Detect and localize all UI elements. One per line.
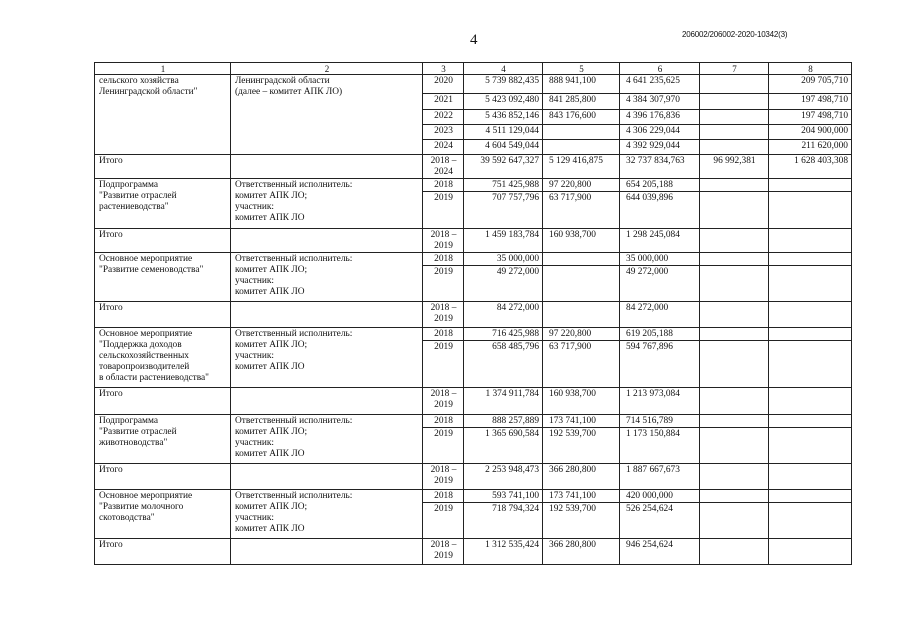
responsible-cell <box>231 75 423 155</box>
program-name-line: "Развитие молочного <box>99 502 184 512</box>
amount-cell <box>543 125 620 140</box>
amount-cell: 1 365 690,584 <box>464 428 543 464</box>
year-cell: 2018 <box>423 415 464 428</box>
total-row <box>95 302 852 328</box>
amount-cell: 5 423 092,480 <box>464 94 543 110</box>
amount-cell: 716 425,988 <box>464 328 543 341</box>
empty-cell <box>231 388 423 415</box>
amount-cell: 714 516,789 <box>620 415 700 428</box>
total-amount-cell: 366 280,800 <box>543 464 620 490</box>
budget-table <box>94 62 852 565</box>
year-cell: 2023 <box>423 125 464 140</box>
program-name-line: Основное мероприятие <box>99 491 193 501</box>
total-amount-cell: 1 374 911,784 <box>464 388 543 415</box>
table-row <box>95 253 852 266</box>
amount-cell: 5 436 852,146 <box>464 110 543 125</box>
amount-cell <box>700 266 769 302</box>
total-year-line: 2019 <box>434 241 453 251</box>
amount-cell: 192 539,700 <box>543 428 620 464</box>
responsible-line: Ответственный исполнитель: <box>235 416 353 426</box>
total-years-cell <box>423 229 464 253</box>
program-name-line: Основное мероприятие <box>99 254 193 264</box>
total-amount-cell <box>543 302 620 328</box>
total-row <box>95 464 852 490</box>
amount-cell: 644 039,896 <box>620 192 700 229</box>
year-cell: 2018 <box>423 253 464 266</box>
total-year-line: 2019 <box>434 476 453 486</box>
total-amount-cell <box>769 229 852 253</box>
total-year-line: 2018 – <box>430 389 457 399</box>
year-cell: 2020 <box>423 75 464 94</box>
responsible-line: Ответственный исполнитель: <box>235 180 353 190</box>
total-amount-cell <box>700 229 769 253</box>
program-name-line: Подпрограмма <box>99 416 159 426</box>
page-number: 4 <box>470 32 478 48</box>
amount-cell: 173 741,100 <box>543 490 620 503</box>
total-year-line: 2018 – <box>430 540 457 550</box>
amount-cell <box>700 328 769 341</box>
responsible-cell <box>231 415 423 464</box>
program-name-line: Ленинградской области" <box>99 87 198 97</box>
amount-cell: 63 717,900 <box>543 192 620 229</box>
total-amount-cell <box>769 464 852 490</box>
total-row <box>95 155 852 179</box>
total-amount-cell: 1 213 973,084 <box>620 388 700 415</box>
table-row <box>95 75 852 94</box>
year-cell: 2024 <box>423 140 464 155</box>
responsible-line: комитет АПК ЛО <box>235 213 305 223</box>
responsible-line: комитет АПК ЛО; <box>235 191 308 201</box>
amount-cell <box>543 140 620 155</box>
total-amount-cell <box>700 464 769 490</box>
empty-cell <box>231 539 423 565</box>
responsible-line: Ответственный исполнитель: <box>235 329 353 339</box>
program-name-cell <box>95 415 231 464</box>
table-row <box>95 490 852 503</box>
amount-cell: 593 741,100 <box>464 490 543 503</box>
year-cell: 2018 <box>423 179 464 192</box>
amount-cell: 888 941,100 <box>543 75 620 94</box>
total-label: Итого <box>95 388 231 415</box>
amount-cell <box>700 125 769 140</box>
year-cell: 2019 <box>423 503 464 539</box>
total-label: Итого <box>95 464 231 490</box>
total-amount-cell: 366 280,800 <box>543 539 620 565</box>
responsible-line: Ответственный исполнитель: <box>235 491 353 501</box>
total-amount-cell: 1 298 245,084 <box>620 229 700 253</box>
empty-cell <box>231 464 423 490</box>
amount-cell <box>700 428 769 464</box>
responsible-cell <box>231 328 423 388</box>
responsible-line: комитет АПК ЛО; <box>235 265 308 275</box>
amount-cell: 718 794,324 <box>464 503 543 539</box>
program-name-line: "Поддержка доходов <box>99 340 182 350</box>
program-name-line: Подпрограмма <box>99 180 159 190</box>
responsible-line: комитет АПК ЛО; <box>235 502 308 512</box>
program-name-line: сельского хозяйства <box>99 76 179 86</box>
responsible-line: комитет АПК ЛО <box>235 449 305 459</box>
amount-cell: 63 717,900 <box>543 341 620 388</box>
amount-cell: 751 425,988 <box>464 179 543 192</box>
responsible-cell <box>231 179 423 229</box>
empty-cell <box>231 302 423 328</box>
column-number: 2 <box>231 63 423 75</box>
amount-cell: 173 741,100 <box>543 415 620 428</box>
amount-cell: 594 767,896 <box>620 341 700 388</box>
total-amount-cell: 1 459 183,784 <box>464 229 543 253</box>
program-name-cell <box>95 253 231 302</box>
total-amount-cell <box>769 388 852 415</box>
amount-cell <box>543 266 620 302</box>
total-row <box>95 539 852 565</box>
total-amount-cell: 84 272,000 <box>464 302 543 328</box>
amount-cell: 4 511 129,044 <box>464 125 543 140</box>
amount-cell <box>769 192 852 229</box>
responsible-cell <box>231 253 423 302</box>
program-name-line: "Развитие отраслей <box>99 191 177 201</box>
amount-cell <box>769 415 852 428</box>
amount-cell: 35 000,000 <box>464 253 543 266</box>
total-years-cell <box>423 302 464 328</box>
amount-cell: 1 173 150,884 <box>620 428 700 464</box>
responsible-line: комитет АПК ЛО <box>235 362 305 372</box>
year-cell: 2022 <box>423 110 464 125</box>
responsible-line: участник: <box>235 202 275 212</box>
column-number: 8 <box>769 63 852 75</box>
total-label: Итого <box>95 229 231 253</box>
amount-cell: 841 285,800 <box>543 94 620 110</box>
amount-cell <box>700 179 769 192</box>
responsible-line: участник: <box>235 438 275 448</box>
program-name-cell <box>95 179 231 229</box>
responsible-cell <box>231 490 423 539</box>
amount-cell: 4 392 929,044 <box>620 140 700 155</box>
column-number-row <box>95 63 852 75</box>
total-years-cell <box>423 539 464 565</box>
amount-cell: 35 000,000 <box>620 253 700 266</box>
year-cell: 2018 <box>423 328 464 341</box>
program-name-line: скотоводства" <box>99 513 155 523</box>
total-amount-cell <box>769 302 852 328</box>
total-amount-cell: 946 254,624 <box>620 539 700 565</box>
total-amount-cell <box>700 388 769 415</box>
total-years-cell <box>423 464 464 490</box>
amount-cell: 4 396 176,836 <box>620 110 700 125</box>
column-number: 4 <box>464 63 543 75</box>
amount-cell <box>769 328 852 341</box>
amount-cell: 526 254,624 <box>620 503 700 539</box>
program-name-cell <box>95 328 231 388</box>
total-amount-cell <box>700 302 769 328</box>
total-amount-cell: 1 628 403,308 <box>769 155 852 179</box>
program-name-line: Основное мероприятие <box>99 329 193 339</box>
amount-cell <box>769 503 852 539</box>
responsible-line: комитет АПК ЛО; <box>235 340 308 350</box>
total-amount-cell: 39 592 647,327 <box>464 155 543 179</box>
year-cell: 2019 <box>423 192 464 229</box>
amount-cell: 4 306 229,044 <box>620 125 700 140</box>
table-row <box>95 328 852 341</box>
amount-cell: 4 641 235,625 <box>620 75 700 94</box>
column-number: 7 <box>700 63 769 75</box>
amount-cell <box>700 341 769 388</box>
total-amount-cell: 84 272,000 <box>620 302 700 328</box>
total-amount-cell <box>769 539 852 565</box>
year-cell: 2019 <box>423 428 464 464</box>
responsible-line: участник: <box>235 351 275 361</box>
amount-cell: 49 272,000 <box>464 266 543 302</box>
column-number: 3 <box>423 63 464 75</box>
amount-cell: 97 220,800 <box>543 328 620 341</box>
amount-cell <box>700 94 769 110</box>
amount-cell: 97 220,800 <box>543 179 620 192</box>
amount-cell: 654 205,188 <box>620 179 700 192</box>
amount-cell: 49 272,000 <box>620 266 700 302</box>
total-amount-cell: 160 938,700 <box>543 388 620 415</box>
program-name-line: животноводства" <box>99 438 168 448</box>
total-row <box>95 388 852 415</box>
responsible-line: Ленинградской области <box>235 76 330 86</box>
total-year-line: 2018 – <box>430 156 457 166</box>
column-number: 5 <box>543 63 620 75</box>
total-label: Итого <box>95 155 231 179</box>
amount-cell: 707 757,796 <box>464 192 543 229</box>
amount-cell: 197 498,710 <box>769 110 852 125</box>
table-row <box>95 415 852 428</box>
year-cell: 2018 <box>423 490 464 503</box>
program-name-line: "Развитие семеноводства" <box>99 265 204 275</box>
amount-cell <box>700 490 769 503</box>
document-code: 206002/206002-2020-10342(3) <box>682 30 788 39</box>
year-cell: 2021 <box>423 94 464 110</box>
amount-cell <box>700 140 769 155</box>
total-amount-cell: 2 253 948,473 <box>464 464 543 490</box>
amount-cell: 888 257,889 <box>464 415 543 428</box>
total-years-cell <box>423 155 464 179</box>
program-name-line: товаропроизводителей <box>99 362 190 372</box>
responsible-line: (далее – комитет АПК ЛО) <box>235 87 343 97</box>
responsible-line: комитет АПК ЛО <box>235 524 305 534</box>
amount-cell: 4 604 549,044 <box>464 140 543 155</box>
responsible-line: Ответственный исполнитель: <box>235 254 353 264</box>
table-row <box>95 179 852 192</box>
total-amount-cell: 96 992,381 <box>700 155 769 179</box>
program-name-line: в области растениеводства" <box>99 373 210 383</box>
total-year-line: 2018 – <box>430 230 457 240</box>
total-year-line: 2018 – <box>430 465 457 475</box>
total-year-line: 2018 – <box>430 303 457 313</box>
total-label: Итого <box>95 302 231 328</box>
total-year-line: 2019 <box>434 551 453 561</box>
amount-cell <box>769 266 852 302</box>
program-name-cell <box>95 75 231 155</box>
amount-cell: 4 384 307,970 <box>620 94 700 110</box>
program-name-line: "Развитие отраслей <box>99 427 177 437</box>
amount-cell <box>769 253 852 266</box>
total-year-line: 2024 <box>434 167 453 177</box>
amount-cell: 209 705,710 <box>769 75 852 94</box>
amount-cell: 192 539,700 <box>543 503 620 539</box>
program-name-line: растениеводства" <box>99 202 169 212</box>
amount-cell <box>769 179 852 192</box>
total-row <box>95 229 852 253</box>
amount-cell <box>700 415 769 428</box>
total-amount-cell: 32 737 834,763 <box>620 155 700 179</box>
amount-cell <box>700 503 769 539</box>
empty-cell <box>231 229 423 253</box>
total-years-cell <box>423 388 464 415</box>
amount-cell: 204 900,000 <box>769 125 852 140</box>
program-name-line: сельскохозяйственных <box>99 351 189 361</box>
column-number: 1 <box>95 63 231 75</box>
amount-cell: 658 485,796 <box>464 341 543 388</box>
total-year-line: 2019 <box>434 314 453 324</box>
amount-cell: 619 205,188 <box>620 328 700 341</box>
total-amount-cell <box>700 539 769 565</box>
amount-cell: 843 176,600 <box>543 110 620 125</box>
amount-cell <box>700 253 769 266</box>
empty-cell <box>231 155 423 179</box>
amount-cell: 5 739 882,435 <box>464 75 543 94</box>
column-number: 6 <box>620 63 700 75</box>
amount-cell <box>769 341 852 388</box>
responsible-line: участник: <box>235 276 275 286</box>
amount-cell <box>543 253 620 266</box>
total-amount-cell: 1 887 667,673 <box>620 464 700 490</box>
amount-cell: 420 000,000 <box>620 490 700 503</box>
total-year-line: 2019 <box>434 400 453 410</box>
total-amount-cell: 5 129 416,875 <box>543 155 620 179</box>
total-amount-cell: 160 938,700 <box>543 229 620 253</box>
amount-cell <box>769 428 852 464</box>
year-cell: 2019 <box>423 341 464 388</box>
program-name-cell <box>95 490 231 539</box>
total-label: Итого <box>95 539 231 565</box>
amount-cell: 197 498,710 <box>769 94 852 110</box>
responsible-line: комитет АПК ЛО; <box>235 427 308 437</box>
responsible-line: участник: <box>235 513 275 523</box>
amount-cell <box>700 75 769 94</box>
amount-cell <box>700 110 769 125</box>
amount-cell <box>700 192 769 229</box>
responsible-line: комитет АПК ЛО <box>235 287 305 297</box>
year-cell: 2019 <box>423 266 464 302</box>
amount-cell: 211 620,000 <box>769 140 852 155</box>
total-amount-cell: 1 312 535,424 <box>464 539 543 565</box>
amount-cell <box>769 490 852 503</box>
